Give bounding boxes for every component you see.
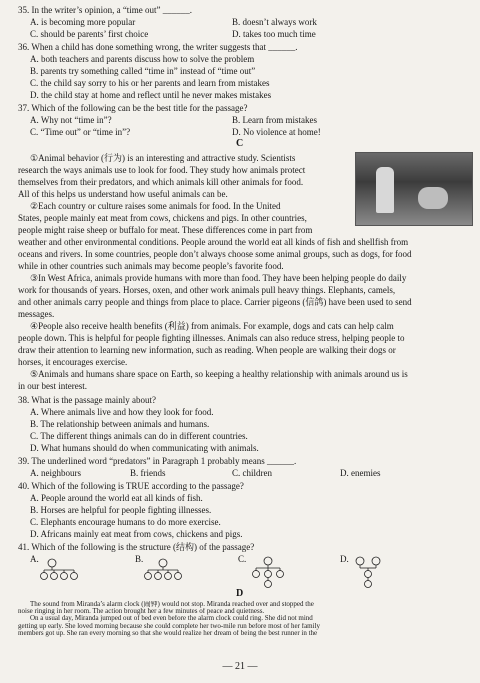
q35-option-d: D. takes too much time	[232, 29, 316, 39]
children-with-animal-photo	[355, 152, 473, 226]
q40-option-a: A. People around the world eat all kinds of fish.	[30, 493, 203, 503]
q41-stem: 41. Which of the following is the structure (结构) of the passage?	[18, 542, 255, 552]
q36-stem: 36. When a child has done something wrong, the writer suggests that ______.	[18, 42, 298, 52]
passage-line: ⑤Animals and humans share space on Earth, so keeping a healthy relationship with animals around us is	[30, 369, 408, 379]
passage-line: horses, it encourages exercise.	[18, 357, 128, 367]
q35-option-b: B. doesn’t always work	[232, 17, 317, 27]
q39-option-b: B. friends	[130, 468, 166, 478]
passage-line: ②Each country or culture raises some animals for food. In the United	[30, 201, 281, 211]
passage-line: research the ways animals use to look for food. They study how animals protect	[18, 165, 306, 175]
passage-line: ③In West Africa, animals provide humans with more than food. They have been helping people do daily	[30, 273, 407, 283]
section-c-heading: C	[236, 138, 244, 149]
q38-option-b: B. The relationship between animals and humans.	[30, 419, 210, 429]
passage-d-line: getting up early. She loved morning because she could complete her two-mile run before most of her family	[18, 622, 321, 630]
passage-line: people might raise sheep or buffalo for meat. These differences come in part from	[18, 225, 313, 235]
structure-diagram-c	[248, 556, 308, 588]
q41-option-a-label: A.	[30, 554, 39, 564]
passage-line: States, people mainly eat meat from cows, chickens and pigs. In other countries,	[18, 213, 307, 223]
q40-option-c: C. Elephants encourage humans to do more exercise.	[30, 517, 221, 527]
q38-option-a: A. Where animals live and how they look for food.	[30, 407, 214, 417]
passage-line: while in other countries such animals may become people’s favorite food.	[18, 261, 284, 271]
q38-option-d: D. What humans should do when communicating with animals.	[30, 443, 259, 453]
q35-option-c: C. should be parents’ first choice	[30, 29, 149, 39]
passage-d-line: noise ringing in her room. The action brought her a few minutes of peace and quietness.	[18, 608, 265, 616]
q37-option-c: C. “Time out” or “time in”?	[30, 127, 131, 137]
q39-option-d: D. enemies	[340, 468, 381, 478]
q41-option-b-label: B.	[135, 554, 144, 564]
passage-line: All of this helps us understand how useful animals can be.	[18, 189, 228, 199]
q39-option-c: C. children	[232, 468, 272, 478]
q38-stem: 38. What is the passage mainly about?	[18, 395, 157, 405]
passage-line: in our best interest.	[18, 381, 87, 391]
passage-line: ④People also receive health benefits (利益) from animals. For example, dogs and cats can help calm	[30, 321, 394, 331]
q37-option-a: A. Why not “time in”?	[30, 115, 112, 125]
page-number: — 21 —	[222, 661, 258, 672]
q37-option-d: D. No violence at home!	[232, 127, 321, 137]
structure-diagram-b	[143, 558, 203, 580]
q39-option-a: A. neighbours	[30, 468, 81, 478]
passage-line: draw their attention to learning new information, such as reading. When people are walking their dogs or	[18, 345, 396, 355]
q39-stem: 39. The underlined word “predators” in Paragraph 1 probably means ______.	[18, 456, 297, 466]
child-figure	[376, 167, 394, 213]
q41-option-c-label: C.	[238, 554, 247, 564]
animal-figure	[418, 187, 448, 209]
passage-line: weather and other environmental conditions. People around the world eat all kinds of fish and shellfish from	[18, 237, 409, 247]
q35-option-a: A. is becoming more popular	[30, 17, 136, 27]
q40-stem: 40. Which of the following is TRUE according to the passage?	[18, 481, 244, 491]
passage-line: themselves from their predators, and which animals kill other animals for food.	[18, 177, 304, 187]
passage-line: people down. This is helpful for people fighting illnesses. Animals can also reduce stress, helping people to	[18, 333, 405, 343]
passage-line: work for thousands of years. Horses, oxen, and other work animals pull heavy things. Elephants, camels,	[18, 285, 396, 295]
q41-option-d-label: D.	[340, 554, 349, 564]
section-d-heading: D	[236, 588, 244, 599]
q36-option-c: C. the child say sorry to his or her parents and learn from mistakes	[30, 78, 270, 88]
passage-d-line: members got up. She ran every morning so that she would realize her dream of being the best runner in the	[18, 629, 318, 637]
q36-option-b: B. parents try something called “time in” instead of “time out”	[30, 66, 256, 76]
passage-d-line: On a usual day, Miranda jumped out of bed even before the alarm clock could ring. She did not mind	[30, 615, 313, 623]
q36-option-d: D. the child stay at home and reflect until he never makes mistakes	[30, 90, 272, 100]
q37-stem: 37. Which of the following can be the best title for the passage?	[18, 103, 248, 113]
passage-line: oceans and rivers. In some countries, people don’t always choose some animal groups, such as dogs, for food	[18, 249, 412, 259]
passage-line: messages.	[18, 309, 55, 319]
structure-diagram-a	[40, 558, 100, 580]
q38-option-c: C. The different things animals can do in different countries.	[30, 431, 248, 441]
passage-d-line: The sound from Miranda’s alarm clock (闹钟) would not stop. Miranda reached over and stopped the	[30, 601, 314, 608]
q40-option-b: B. Horses are helpful for people fighting illnesses.	[30, 505, 212, 515]
q37-option-b: B. Learn from mistakes	[232, 115, 317, 125]
q40-option-d: D. Africans mainly eat meat from cows, chickens and pigs.	[30, 529, 243, 539]
structure-diagram-d	[352, 556, 412, 588]
passage-line: ①Animal behavior (行为) is an interesting and attractive study. Scientists	[30, 153, 296, 163]
q36-option-a: A. both teachers and parents discuss how to solve the problem	[30, 54, 255, 64]
passage-line: and other animals carry people and things from place to place. Carrier pigeons (信鸽) have been used to send	[18, 297, 412, 307]
q35-stem: 35. In the writer’s opinion, a “time out” ______.	[18, 5, 193, 15]
